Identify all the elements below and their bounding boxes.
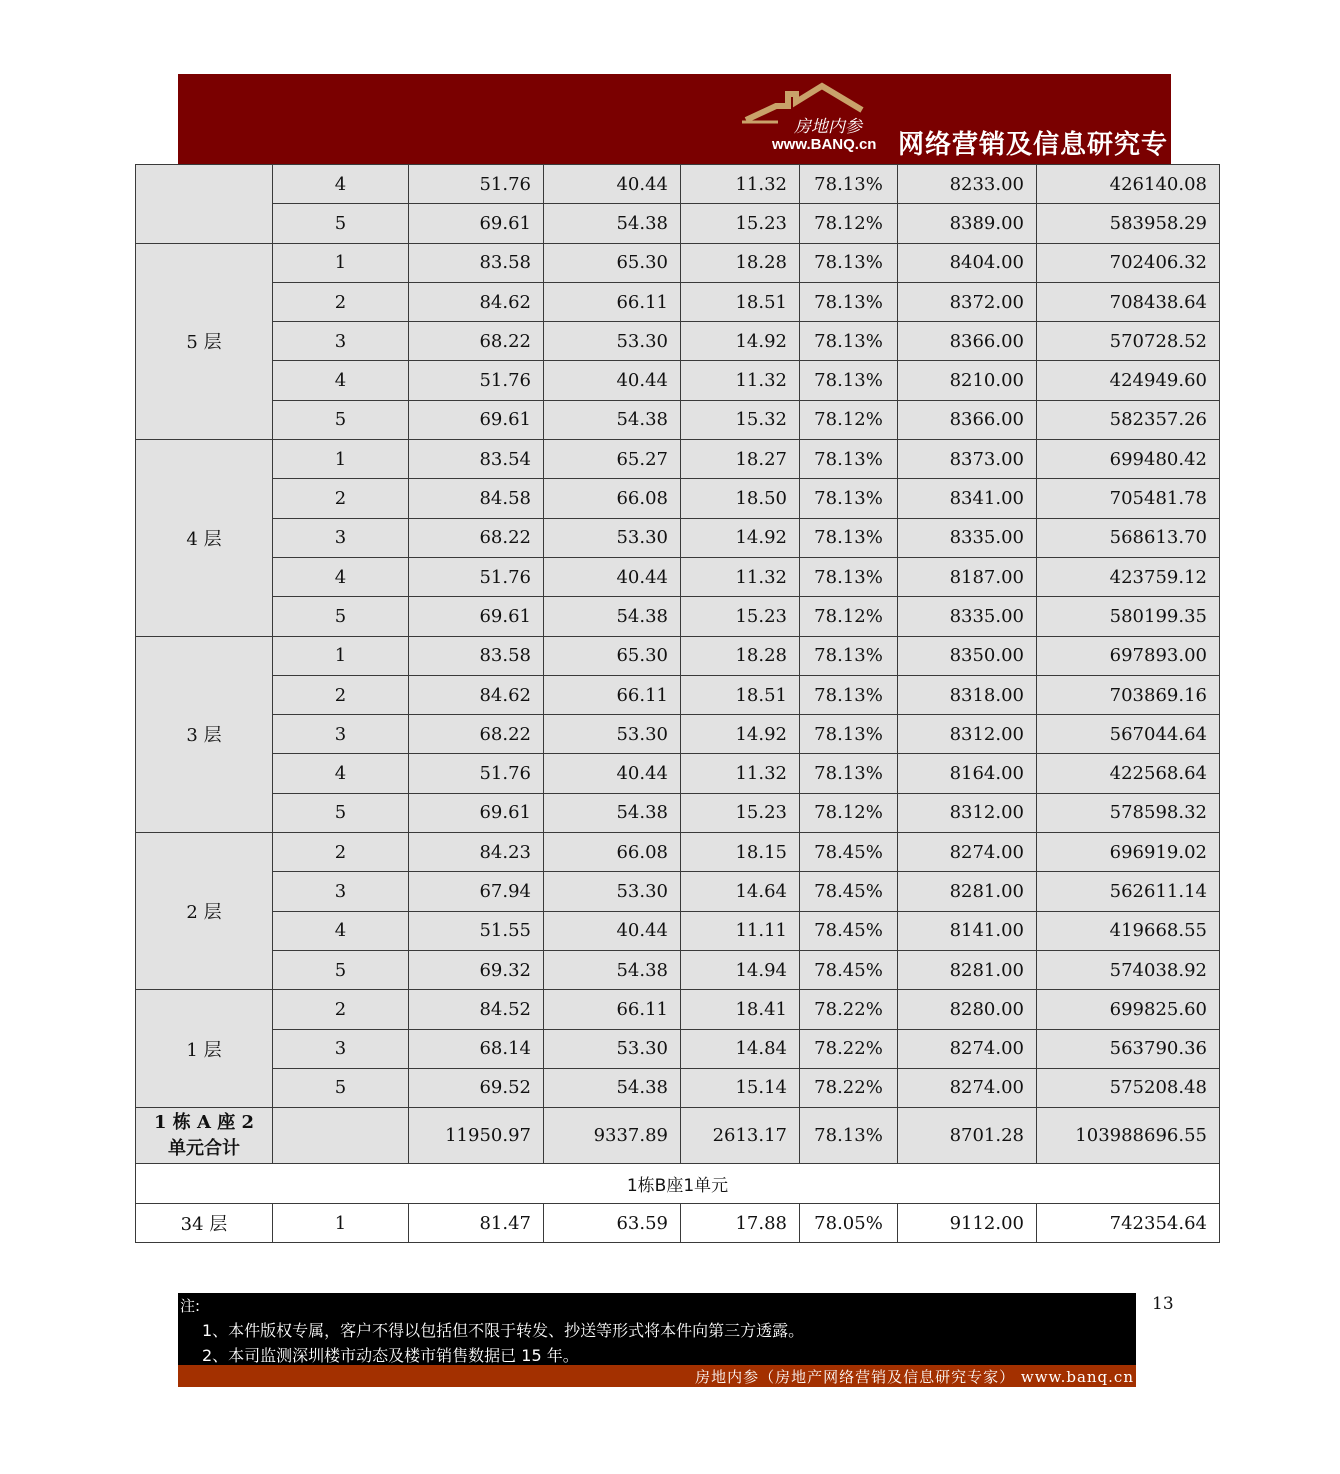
cell-price: 8274.00 — [898, 1068, 1037, 1107]
cell-unit: 1 — [273, 243, 409, 282]
header-banner — [178, 74, 1171, 164]
table-row — [136, 400, 1220, 439]
table-row — [136, 440, 1220, 479]
cell-total: 578598.32 — [1037, 793, 1220, 832]
cell-total: 422568.64 — [1037, 754, 1220, 793]
cell-pct: 78.13% — [800, 754, 898, 793]
cell-b: 63.59 — [544, 1204, 681, 1243]
cell-unit: 5 — [273, 400, 409, 439]
cell-b: 66.11 — [544, 990, 681, 1029]
cell-a: 81.47 — [409, 1204, 544, 1243]
table-row — [136, 793, 1220, 832]
total-cell-a: 11950.97 — [409, 1108, 544, 1164]
table-row — [136, 990, 1220, 1029]
cell-total: 699480.42 — [1037, 440, 1220, 479]
cell-unit: 4 — [273, 911, 409, 950]
cell-c: 15.14 — [681, 1068, 800, 1107]
cell-unit: 3 — [273, 715, 409, 754]
cell-price: 9112.00 — [898, 1204, 1037, 1243]
cell-b: 54.38 — [544, 597, 681, 636]
cell-unit: 1 — [273, 636, 409, 675]
table-row — [136, 1204, 1220, 1243]
floor-label: 3 层 — [136, 636, 273, 832]
cell-pct: 78.13% — [800, 675, 898, 714]
cell-pct: 78.13% — [800, 282, 898, 321]
cell-b: 54.38 — [544, 1068, 681, 1107]
cell-pct: 78.45% — [800, 833, 898, 872]
cell-a: 69.61 — [409, 400, 544, 439]
cell-pct: 78.22% — [800, 1029, 898, 1068]
cell-pct: 78.13% — [800, 715, 898, 754]
cell-unit: 4 — [273, 165, 409, 204]
section-title: 1栋B座1单元 — [136, 1164, 1220, 1204]
cell-a: 67.94 — [409, 872, 544, 911]
cell-c: 11.32 — [681, 754, 800, 793]
cell-price: 8404.00 — [898, 243, 1037, 282]
cell-price: 8335.00 — [898, 518, 1037, 557]
total-cell-price: 8701.28 — [898, 1108, 1037, 1164]
cell-price: 8389.00 — [898, 204, 1037, 243]
cell-pct: 78.12% — [800, 400, 898, 439]
cell-pct: 78.45% — [800, 950, 898, 989]
cell-price: 8274.00 — [898, 1029, 1037, 1068]
table-row — [136, 243, 1220, 282]
cell-pct: 78.13% — [800, 243, 898, 282]
cell-total: 567044.64 — [1037, 715, 1220, 754]
cell-total: 426140.08 — [1037, 165, 1220, 204]
cell-b: 40.44 — [544, 557, 681, 596]
cell-pct: 78.13% — [800, 440, 898, 479]
total-label-line-1: 1 栋 A 座 2 — [153, 1111, 255, 1133]
cell-total: 424949.60 — [1037, 361, 1220, 400]
cell-b: 54.38 — [544, 204, 681, 243]
floor-label: 2 层 — [136, 833, 273, 990]
cell-b: 53.30 — [544, 715, 681, 754]
total-label-line-2: 单元合计 — [168, 1137, 240, 1159]
table-row — [136, 636, 1220, 675]
cell-total: 703869.16 — [1037, 675, 1220, 714]
cell-unit: 3 — [273, 518, 409, 557]
floor-label: 5 层 — [136, 243, 273, 439]
cell-c: 11.32 — [681, 361, 800, 400]
cell-unit: 3 — [273, 872, 409, 911]
table-row — [136, 715, 1220, 754]
cell-c: 14.64 — [681, 872, 800, 911]
cell-a: 68.22 — [409, 715, 544, 754]
cell-pct: 78.12% — [800, 793, 898, 832]
price-table — [135, 164, 1220, 1243]
cell-unit: 2 — [273, 479, 409, 518]
cell-c: 15.23 — [681, 597, 800, 636]
cell-c: 18.51 — [681, 282, 800, 321]
cell-pct: 78.13% — [800, 165, 898, 204]
cell-price: 8341.00 — [898, 479, 1037, 518]
notes-title: 注: — [180, 1297, 201, 1315]
cell-a: 69.32 — [409, 950, 544, 989]
floor-label: 4 层 — [136, 440, 273, 636]
cell-b: 65.30 — [544, 636, 681, 675]
cell-a: 84.23 — [409, 833, 544, 872]
cell-unit: 2 — [273, 675, 409, 714]
cell-pct: 78.45% — [800, 872, 898, 911]
cell-a: 51.55 — [409, 911, 544, 950]
cell-b: 54.38 — [544, 793, 681, 832]
cell-b: 54.38 — [544, 950, 681, 989]
cell-pct: 78.13% — [800, 518, 898, 557]
cell-a: 83.54 — [409, 440, 544, 479]
total-row — [136, 1108, 1220, 1164]
cell-total: 568613.70 — [1037, 518, 1220, 557]
cell-unit: 4 — [273, 557, 409, 596]
cell-total: 702406.32 — [1037, 243, 1220, 282]
cell-unit: 5 — [273, 1068, 409, 1107]
cell-price: 8164.00 — [898, 754, 1037, 793]
brand-url: www.BANQ.cn — [772, 136, 877, 153]
table-row — [136, 282, 1220, 321]
section-row — [136, 1164, 1220, 1204]
cell-price: 8366.00 — [898, 322, 1037, 361]
cell-b: 65.27 — [544, 440, 681, 479]
cell-b: 66.08 — [544, 833, 681, 872]
cell-a: 84.52 — [409, 990, 544, 1029]
cell-pct: 78.22% — [800, 1068, 898, 1107]
cell-total: 574038.92 — [1037, 950, 1220, 989]
cell-total: 742354.64 — [1037, 1204, 1220, 1243]
cell-total: 705481.78 — [1037, 479, 1220, 518]
total-cell-unit — [273, 1108, 409, 1164]
cell-price: 8312.00 — [898, 793, 1037, 832]
cell-pct: 78.45% — [800, 911, 898, 950]
cell-b: 66.08 — [544, 479, 681, 518]
cell-c: 14.94 — [681, 950, 800, 989]
note-line-1: 1、本件版权专属，客户不得以包括但不限于转发、抄送等形式将本件向第三方透露。 — [202, 1321, 805, 1340]
cell-pct: 78.13% — [800, 361, 898, 400]
floor-label: 1 层 — [136, 990, 273, 1108]
cell-price: 8335.00 — [898, 597, 1037, 636]
brand-slogan: 网络营销及信息研究专 — [898, 130, 1169, 160]
cell-unit: 5 — [273, 950, 409, 989]
cell-total: 419668.55 — [1037, 911, 1220, 950]
brand-name: 房地内参 — [794, 117, 862, 137]
cell-a: 69.61 — [409, 597, 544, 636]
cell-price: 8372.00 — [898, 282, 1037, 321]
table-row — [136, 597, 1220, 636]
cell-c: 18.51 — [681, 675, 800, 714]
cell-c: 15.23 — [681, 793, 800, 832]
cell-b: 53.30 — [544, 1029, 681, 1068]
cell-price: 8210.00 — [898, 361, 1037, 400]
cell-pct: 78.13% — [800, 322, 898, 361]
cell-unit: 2 — [273, 990, 409, 1029]
cell-price: 8187.00 — [898, 557, 1037, 596]
cell-a: 83.58 — [409, 243, 544, 282]
cell-c: 17.88 — [681, 1204, 800, 1243]
cell-total: 575208.48 — [1037, 1068, 1220, 1107]
cell-price: 8312.00 — [898, 715, 1037, 754]
table-row — [136, 872, 1220, 911]
cell-c: 18.28 — [681, 243, 800, 282]
cell-total: 697893.00 — [1037, 636, 1220, 675]
cell-total: 562611.14 — [1037, 872, 1220, 911]
cell-unit: 5 — [273, 793, 409, 832]
cell-b: 66.11 — [544, 675, 681, 714]
cell-b: 53.30 — [544, 872, 681, 911]
cell-b: 40.44 — [544, 361, 681, 400]
cell-unit: 4 — [273, 361, 409, 400]
cell-c: 18.50 — [681, 479, 800, 518]
total-cell-c: 2613.17 — [681, 1108, 800, 1164]
cell-price: 8350.00 — [898, 636, 1037, 675]
table-row — [136, 1029, 1220, 1068]
cell-unit: 1 — [273, 1204, 409, 1243]
cell-c: 14.92 — [681, 715, 800, 754]
cell-total: 423759.12 — [1037, 557, 1220, 596]
cell-total: 570728.52 — [1037, 322, 1220, 361]
cell-pct: 78.12% — [800, 597, 898, 636]
cell-total: 708438.64 — [1037, 282, 1220, 321]
footer-text: 房地内参（房地产网络营销及信息研究专家） www.banq.cn — [695, 1368, 1134, 1386]
cell-b: 53.30 — [544, 322, 681, 361]
table-row — [136, 754, 1220, 793]
cell-unit: 2 — [273, 833, 409, 872]
cell-a: 69.61 — [409, 793, 544, 832]
cell-price: 8280.00 — [898, 990, 1037, 1029]
cell-price: 8281.00 — [898, 872, 1037, 911]
notes-box — [178, 1293, 1136, 1365]
cell-price: 8233.00 — [898, 165, 1037, 204]
cell-pct: 78.13% — [800, 636, 898, 675]
cell-a: 68.14 — [409, 1029, 544, 1068]
cell-c: 14.84 — [681, 1029, 800, 1068]
cell-b: 53.30 — [544, 518, 681, 557]
cell-c: 18.15 — [681, 833, 800, 872]
cell-total: 582357.26 — [1037, 400, 1220, 439]
cell-c: 18.41 — [681, 990, 800, 1029]
cell-b: 40.44 — [544, 754, 681, 793]
cell-a: 51.76 — [409, 361, 544, 400]
table-row — [136, 204, 1220, 243]
cell-b: 66.11 — [544, 282, 681, 321]
table-row — [136, 518, 1220, 557]
cell-total: 696919.02 — [1037, 833, 1220, 872]
total-cell-pct: 78.13% — [800, 1108, 898, 1164]
footer-bar — [178, 1365, 1136, 1387]
cell-c: 14.92 — [681, 518, 800, 557]
table-row — [136, 675, 1220, 714]
table-row — [136, 322, 1220, 361]
cell-a: 51.76 — [409, 165, 544, 204]
cell-price: 8274.00 — [898, 833, 1037, 872]
total-cell-b: 9337.89 — [544, 1108, 681, 1164]
cell-b: 40.44 — [544, 911, 681, 950]
cell-pct: 78.05% — [800, 1204, 898, 1243]
cell-c: 15.23 — [681, 204, 800, 243]
table-row — [136, 557, 1220, 596]
cell-total: 580199.35 — [1037, 597, 1220, 636]
cell-pct: 78.13% — [800, 557, 898, 596]
cell-b: 40.44 — [544, 165, 681, 204]
cell-a: 84.62 — [409, 282, 544, 321]
cell-unit: 3 — [273, 322, 409, 361]
cell-b: 54.38 — [544, 400, 681, 439]
total-cell-total: 103988696.55 — [1037, 1108, 1220, 1164]
cell-a: 69.61 — [409, 204, 544, 243]
cell-a: 84.58 — [409, 479, 544, 518]
cell-unit: 5 — [273, 597, 409, 636]
cell-c: 11.32 — [681, 165, 800, 204]
cell-pct: 78.12% — [800, 204, 898, 243]
cell-total: 583958.29 — [1037, 204, 1220, 243]
cell-a: 68.22 — [409, 518, 544, 557]
cell-a: 51.76 — [409, 754, 544, 793]
cell-unit: 3 — [273, 1029, 409, 1068]
cell-price: 8141.00 — [898, 911, 1037, 950]
table-row — [136, 1068, 1220, 1107]
total-label — [136, 1108, 273, 1164]
table-row — [136, 911, 1220, 950]
cell-b: 65.30 — [544, 243, 681, 282]
table-row — [136, 165, 1220, 204]
cell-unit: 4 — [273, 754, 409, 793]
cell-a: 69.52 — [409, 1068, 544, 1107]
cell-a: 68.22 — [409, 322, 544, 361]
cell-price: 8366.00 — [898, 400, 1037, 439]
cell-pct: 78.22% — [800, 990, 898, 1029]
table-row — [136, 833, 1220, 872]
cell-c: 18.27 — [681, 440, 800, 479]
cell-unit: 1 — [273, 440, 409, 479]
cell-unit: 2 — [273, 282, 409, 321]
cell-unit: 5 — [273, 204, 409, 243]
floor-label: 34 层 — [136, 1204, 273, 1243]
cell-price: 8281.00 — [898, 950, 1037, 989]
note-line-2: 2、本司监测深圳楼市动态及楼市销售数据已 15 年。 — [202, 1346, 579, 1365]
table-row — [136, 950, 1220, 989]
cell-c: 14.92 — [681, 322, 800, 361]
cell-price: 8318.00 — [898, 675, 1037, 714]
cell-a: 83.58 — [409, 636, 544, 675]
table-row — [136, 479, 1220, 518]
cell-c: 11.11 — [681, 911, 800, 950]
cell-a: 51.76 — [409, 557, 544, 596]
cell-price: 8373.00 — [898, 440, 1037, 479]
floor-label — [136, 165, 273, 244]
table-row — [136, 361, 1220, 400]
page-number: 13 — [1152, 1294, 1174, 1314]
cell-a: 84.62 — [409, 675, 544, 714]
cell-c: 11.32 — [681, 557, 800, 596]
cell-c: 15.32 — [681, 400, 800, 439]
cell-total: 699825.60 — [1037, 990, 1220, 1029]
cell-total: 563790.36 — [1037, 1029, 1220, 1068]
cell-pct: 78.13% — [800, 479, 898, 518]
cell-c: 18.28 — [681, 636, 800, 675]
